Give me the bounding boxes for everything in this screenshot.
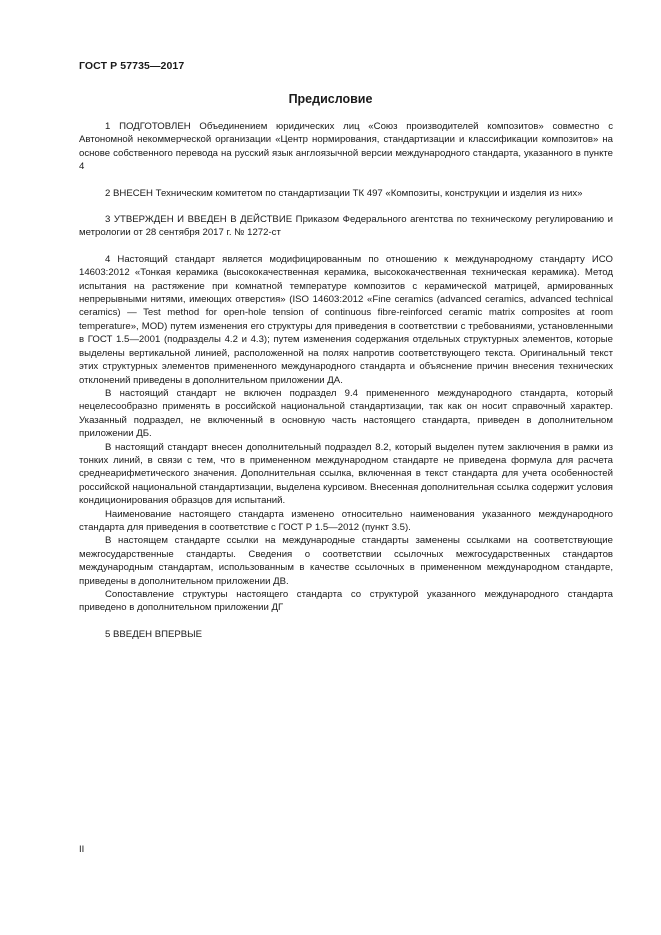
paragraph-introduced-first: 5 ВВЕДЕН ВПЕРВЫЕ <box>105 628 203 640</box>
paragraph-prepared-by: 1 ПОДГОТОВЛЕН Объединением юридических лиц «Союз производителей композитов» совместно с Автономной некоммерческой организации «Центр нормирования, стандартизации и классификации композитов» на основе собственного перевода на русский язык англоязычной версии международного стандарта, указанного в пункте 4 <box>79 121 613 173</box>
paragraph-references: В настоящем стандарте ссылки на международные стандарты заменены ссылками на соответствующие межгосударственные стандарты. Сведения о соответствии ссылочных межгосударственных стандартов международным стандартам, использованным в качестве ссылочных в примененном международном стандарте, приведены в дополнительном приложении ДВ. <box>79 535 613 587</box>
paragraph-approved: 3 УТВЕРЖДЕН И ВВЕДЕН В ДЕЙСТВИЕ Приказом Федерального агентства по техническому регулированию и метрологии от 28 сентября 2017 г. № 1272-ст <box>79 214 613 239</box>
paragraph-excluded-subsection: В настоящий стандарт не включен подраздел 9.4 примененного международного стандарта, который нецелесообразно применять в российской национальной стандартизации, так как он носит справочный характер. Указанный подраздел, не включенный в основную часть настоящего стандарта, приведен в дополнительном приложении ДБ. <box>79 387 613 440</box>
paragraph-modification: 4 Настоящий стандарт является модифицированным по отношению к международному стандарту ИСО 14603:2012 «Тонкая керамика (высококачественная керамика, высококачественная техническая керамика). Метод испытания на растяжение при комнатной температуре композитов с керамической матрицей, армированных непрерывными нитями, имеющих отверстия» (ISO 14603:2012 «Fine ceramics (advanced ceramics, advanced technical ceramics) — Test method for open-hole tension of continuous fibre-reinforced ceramic matrix composites at room temperature», MOD) путем изменения его структуры для приведения в соответствии с требованиями, установленными в ГОСТ 1.5—2001 (подразделы 4.2 и 4.3); путем изменения содержания отдельных структурных элементов, которые выделены вертикальной линией, расположенной на полях напротив соответствующего текста. Оригинальный текст этих структурных элементов примененного международного стандарта и объяснение причин внесения технических отклонений приведены в дополнительном приложении ДА. <box>79 253 613 386</box>
page-title: Предисловие <box>288 92 373 106</box>
paragraph-structure-comparison: Сопоставление структуры настоящего стандарта со структурой указанного международного стандарта приведено в дополнительном приложении ДГ <box>79 589 613 614</box>
paragraph-added-subsection: В настоящий стандарт внесен дополнительный подраздел 8.2, который выделен путем заключения в рамки из тонких линий, в связи с тем, что в примененном международном стандарте не приведена формула для расчета среднеарифметического значения. Дополнительная ссылка, включенная в текст стандарта для учета особенностей российской национальной стандартизации, выделена курсивом. Внесенная дополнительная ссылка содержит условия кондиционирования образцов для испытаний. <box>79 441 613 507</box>
page-number: II <box>79 844 85 855</box>
paragraph-submitted-by: 2 ВНЕСЕН Техническим комитетом по стандартизации ТК 497 «Композиты, конструкции и изделия из них» <box>105 187 583 199</box>
document-code: ГОСТ Р 57735—2017 <box>79 60 185 72</box>
document-body <box>79 120 613 641</box>
paragraph-title-change: Наименование настоящего стандарта изменено относительно наименования указанного международного стандарта для приведения в соответствие с ГОСТ Р 1.5—2012 (пункт 3.5). <box>79 508 613 533</box>
